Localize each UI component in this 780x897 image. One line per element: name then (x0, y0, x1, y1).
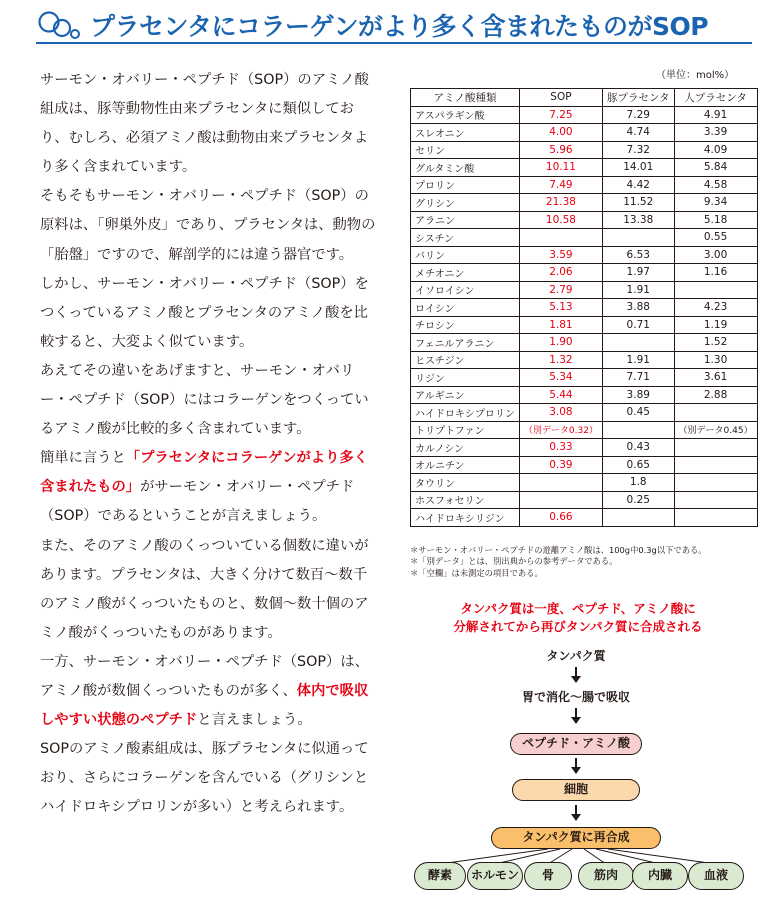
paragraph-text: と言えましょう。 (197, 712, 312, 729)
pig-placenta-value: 1.8 (602, 474, 674, 492)
table-header-row (411, 89, 758, 107)
human-placenta-value: 1.30 (674, 351, 757, 369)
amino-acid-name: イソロイシン (411, 281, 520, 299)
flow-title-line: 分解されてから再びタンパク質に合成される (453, 619, 703, 634)
column-header: 豚プラセンタ (602, 89, 674, 107)
pig-placenta-value (602, 229, 674, 247)
paragraph: あえてその違いをあげますと、サーモン・オバリー・ペプチド（SOP）にはコラーゲンをつくっているアミノ酸が比較的多く含まれています。 (40, 362, 369, 438)
table-row (411, 316, 758, 334)
human-placenta-value (674, 404, 757, 422)
sop-value (519, 474, 602, 492)
human-placenta-value: 4.91 (674, 106, 757, 124)
pig-placenta-value: 1.97 (602, 264, 674, 282)
amino-acid-name: ホスフォセリン (411, 491, 520, 509)
table-row (411, 421, 758, 439)
sop-value: 1.32 (519, 351, 602, 369)
pig-placenta-value: 0.45 (602, 404, 674, 422)
table-notes (410, 545, 770, 579)
human-placenta-value (674, 456, 757, 474)
sop-value: 5.96 (519, 141, 602, 159)
human-placenta-value: 3.39 (674, 124, 757, 142)
table-row (411, 334, 758, 352)
note: ＊「別データ」とは、別出典からの参考データである。 (410, 556, 618, 567)
human-placenta-value: 0.55 (674, 229, 757, 247)
amino-acid-name: トリプトファン (411, 421, 520, 439)
table-row (411, 141, 758, 159)
body-text (40, 66, 376, 822)
pig-placenta-value: 3.89 (602, 386, 674, 404)
arrow-down-icon (570, 758, 582, 774)
pig-placenta-value: 1.91 (602, 281, 674, 299)
step-peptide-amino: ペプチド・アミノ酸 (510, 733, 642, 755)
amino-acid-name: セリン (411, 141, 520, 159)
amino-acid-name: バリン (411, 246, 520, 264)
human-placenta-value: 9.34 (674, 194, 757, 212)
product-organ: 内臓 (632, 862, 688, 890)
sop-value: 4.00 (519, 124, 602, 142)
pig-placenta-value: 0.43 (602, 439, 674, 457)
pig-placenta-value: 6.53 (602, 246, 674, 264)
sop-value: 5.13 (519, 299, 602, 317)
sop-value: 0.33 (519, 439, 602, 457)
column-header: 人プラセンタ (674, 89, 757, 107)
amino-acid-name: グルタミン酸 (411, 159, 520, 177)
paragraph: しかし、サーモン・オバリー・ペプチド（SOP）をつくっているアミノ酸とプラセンタのアミノ酸を比較すると、大変よく似ています。 (40, 275, 369, 350)
pig-placenta-value: 0.71 (602, 316, 674, 334)
paragraph-text: 一方、サーモン・オバリー・ペプチド（SOP）は、アミノ酸が数個くっついたものが多く、 (40, 653, 369, 699)
product-muscle: 筋肉 (578, 862, 634, 890)
sop-value: 2.79 (519, 281, 602, 299)
human-placenta-value: 4.09 (674, 141, 757, 159)
step-digestion: 胃で消化〜腸で吸収 (521, 690, 630, 704)
table-row (411, 404, 758, 422)
human-placenta-value: 3.61 (674, 369, 757, 387)
paragraph: サーモン・オバリー・ペプチド（SOP）のアミノ酸組成は、豚等動物性由来プラセンタに類似しており、むしろ、必須アミノ酸は動物由来プラセンタより多く含まれています。 (40, 72, 369, 176)
human-placenta-value: 4.23 (674, 299, 757, 317)
unit-label: （単位：mol%） (656, 70, 735, 81)
amino-acid-name: シスチン (411, 229, 520, 247)
table-row (411, 491, 758, 509)
arrow-down-icon (570, 805, 582, 821)
amino-acid-name: スレオニン (411, 124, 520, 142)
human-placenta-value (674, 491, 757, 509)
sop-value: 5.34 (519, 369, 602, 387)
sop-value: 7.49 (519, 176, 602, 194)
pig-placenta-value: 7.71 (602, 369, 674, 387)
page-header (36, 6, 752, 44)
amino-acid-name: タウリン (411, 474, 520, 492)
paragraph: そもそもサーモン・オバリー・ペプチド（SOP）の原料は、「卵巣外皮」であり、プラセンタは、動物の「胎盤」ですので、解剖学的には違う器官です。 (40, 188, 376, 263)
human-placenta-value: 1.52 (674, 334, 757, 352)
amino-acid-name: フェニルアラニン (411, 334, 520, 352)
amino-acid-name: オルニチン (411, 456, 520, 474)
paragraph-text: がサーモン・オバリー・ペプチド（SOP）であるということが言えましょう。 (40, 479, 355, 525)
pig-placenta-value: 7.29 (602, 106, 674, 124)
step-resynthesis: タンパク質に再合成 (491, 827, 661, 849)
table-row (411, 211, 758, 229)
table-row (411, 124, 758, 142)
table-body (411, 106, 758, 526)
sop-value: 5.44 (519, 386, 602, 404)
sop-value: 1.90 (519, 334, 602, 352)
table-row (411, 176, 758, 194)
page-title: プラセンタにコラーゲンがより多く含まれたものがSOP (90, 12, 709, 41)
amino-acid-name: ハイドロキシリジン (411, 509, 520, 527)
table-row (411, 299, 758, 317)
column-header: アミノ酸種類 (411, 89, 520, 107)
amino-acid-name: アスパラギン酸 (411, 106, 520, 124)
human-placenta-value (674, 281, 757, 299)
human-placenta-value (674, 474, 757, 492)
pig-placenta-value (602, 334, 674, 352)
sop-value: 1.81 (519, 316, 602, 334)
amino-acid-name: アルギニン (411, 386, 520, 404)
amino-acid-name: リジン (411, 369, 520, 387)
human-placenta-value: 1.19 (674, 316, 757, 334)
arrow-down-icon (570, 667, 582, 683)
sop-value: 0.39 (519, 456, 602, 474)
pig-placenta-value: 4.42 (602, 176, 674, 194)
table-row (411, 264, 758, 282)
pig-placenta-value: 4.74 (602, 124, 674, 142)
paragraph (40, 648, 376, 735)
table-row (411, 281, 758, 299)
human-placenta-value: （別データ0.45） (674, 421, 757, 439)
pig-placenta-value: 14.01 (602, 159, 674, 177)
sop-value: 2.06 (519, 264, 602, 282)
sop-value: 21.38 (519, 194, 602, 212)
table-row (411, 386, 758, 404)
sop-value (519, 229, 602, 247)
amino-acid-name: ヒスチジン (411, 351, 520, 369)
step-protein: タンパク質 (546, 649, 606, 663)
sop-value: （別データ0.32） (519, 421, 602, 439)
product-bone: 骨 (524, 862, 572, 890)
human-placenta-value: 3.00 (674, 246, 757, 264)
table-row (411, 194, 758, 212)
amino-acid-name: アラニン (411, 211, 520, 229)
sop-value: 7.25 (519, 106, 602, 124)
column-header: SOP (519, 89, 602, 107)
pig-placenta-value: 11.52 (602, 194, 674, 212)
note: ＊「空欄」は未測定の項目である。 (410, 567, 543, 578)
paragraph: SOPのアミノ酸素組成は、豚プラセンタに似通っており、さらにコラーゲンを含んでいる（グリシンとハイドロキシプロリンが多い）と考えられます。 (40, 741, 369, 816)
paragraph: また、そのアミノ酸のくっついている個数に違いがあります。プラセンタは、大きく分けて数百〜数千のアミノ酸がくっついたものと、数個〜数十個のアミノ酸がくっついたものがあります。 (40, 537, 369, 641)
sop-value (519, 491, 602, 509)
table-row (411, 159, 758, 177)
human-placenta-value (674, 509, 757, 527)
product-hormone: ホルモン (467, 862, 523, 890)
table-row (411, 509, 758, 527)
pig-placenta-value: 13.38 (602, 211, 674, 229)
table-row (411, 351, 758, 369)
table-row (411, 246, 758, 264)
amino-acid-name: グリシン (411, 194, 520, 212)
sop-value: 3.08 (519, 404, 602, 422)
bubbles-icon (38, 10, 82, 40)
pig-placenta-value: 0.25 (602, 491, 674, 509)
amino-acid-name: プロリン (411, 176, 520, 194)
pig-placenta-value (602, 509, 674, 527)
amino-acid-table (410, 88, 758, 527)
emphasis-text: 「プラセンタにコラーゲンがより多く含まれたもの」 (40, 450, 368, 496)
note: ＊サーモン・オバリー・ペプチドの遊離アミノ酸は、100g中0.3g以下である。 (410, 545, 707, 555)
amino-acid-name: ハイドロキシプロリン (411, 404, 520, 422)
amino-acid-name: メチオニン (411, 264, 520, 282)
human-placenta-value: 5.84 (674, 159, 757, 177)
human-placenta-value (674, 439, 757, 457)
pig-placenta-value: 0.65 (602, 456, 674, 474)
table-row (411, 106, 758, 124)
paragraph-text: 簡単に言うと (40, 450, 126, 467)
product-blood: 血液 (688, 862, 744, 890)
amino-acid-name: カルノシン (411, 439, 520, 457)
amino-acid-name: ロイシン (411, 299, 520, 317)
pig-placenta-value (602, 421, 674, 439)
table-row (411, 474, 758, 492)
pig-placenta-value: 3.88 (602, 299, 674, 317)
sop-value: 10.11 (519, 159, 602, 177)
sop-value: 3.59 (519, 246, 602, 264)
emphasis-text: 体内で吸収しやすい状態のペプチド (40, 682, 369, 729)
human-placenta-value: 5.18 (674, 211, 757, 229)
human-placenta-value: 1.16 (674, 264, 757, 282)
pig-placenta-value: 1.91 (602, 351, 674, 369)
table-row (411, 439, 758, 457)
product-enzyme: 酵素 (414, 862, 466, 890)
paragraph (40, 444, 376, 531)
sop-value: 10.58 (519, 211, 602, 229)
sop-value: 0.66 (519, 509, 602, 527)
step-cell: 細胞 (512, 779, 640, 801)
table-row (411, 369, 758, 387)
table-row (411, 456, 758, 474)
flow-title (400, 600, 756, 636)
amino-acid-name: チロシン (411, 316, 520, 334)
pig-placenta-value: 7.32 (602, 141, 674, 159)
table-row (411, 229, 758, 247)
human-placenta-value: 2.88 (674, 386, 757, 404)
human-placenta-value: 4.58 (674, 176, 757, 194)
arrow-down-icon (570, 708, 582, 724)
flow-title-line: タンパク質は一度、ペプチド、アミノ酸に (460, 601, 696, 616)
